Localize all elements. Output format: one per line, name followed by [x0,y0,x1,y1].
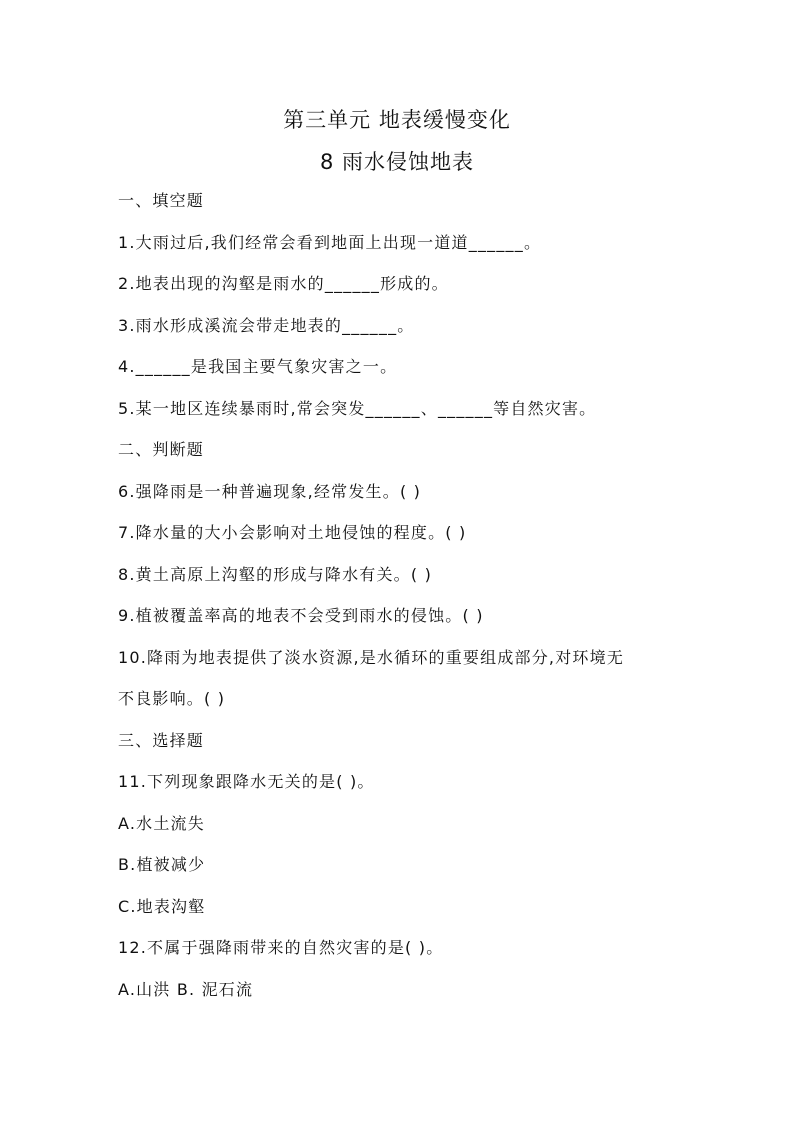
question-10-line-2: 不良影响。( ) [118,689,226,708]
question-10-line-1: 10.降雨为地表提供了淡水资源,是水循环的重要组成部分,对环境无 [118,648,625,667]
question-11-option-b: B.植被减少 [118,855,206,874]
question-11-option-c: C.地表沟壑 [118,897,206,916]
question-12: 12.不属于强降雨带来的自然灾害的是( )。 [118,938,444,957]
section-heading-true-false: 二、判断题 [118,440,205,459]
question-1: 1.大雨过后,我们经常会看到地面上出现一道道______。 [118,233,542,252]
question-6: 6.强降雨是一种普遍现象,经常发生。( ) [118,482,422,501]
question-2: 2.地表出现的沟壑是雨水的______形成的。 [118,274,449,293]
section-heading-fill-blank: 一、填空题 [118,191,205,210]
question-3: 3.雨水形成溪流会带走地表的______。 [118,316,415,335]
section-heading-multiple-choice: 三、选择题 [118,731,205,750]
question-12-options: A.山洪 B. 泥石流 [118,980,254,999]
lesson-title: 8 雨水侵蚀地表 [319,150,475,174]
unit-title: 第三单元 地表缓慢变化 [283,108,511,132]
question-11-option-a: A.水土流失 [118,814,205,833]
question-7: 7.降水量的大小会影响对土地侵蚀的程度。( ) [118,523,467,542]
question-8: 8.黄土高原上沟壑的形成与降水有关。( ) [118,565,433,584]
question-5: 5.某一地区连续暴雨时,常会突发______、______等自然灾害。 [118,399,597,418]
question-11: 11.下列现象跟降水无关的是( )。 [118,772,375,791]
question-4: 4.______是我国主要气象灾害之一。 [118,357,398,376]
question-9: 9.植被覆盖率高的地表不会受到雨水的侵蚀。( ) [118,606,484,625]
